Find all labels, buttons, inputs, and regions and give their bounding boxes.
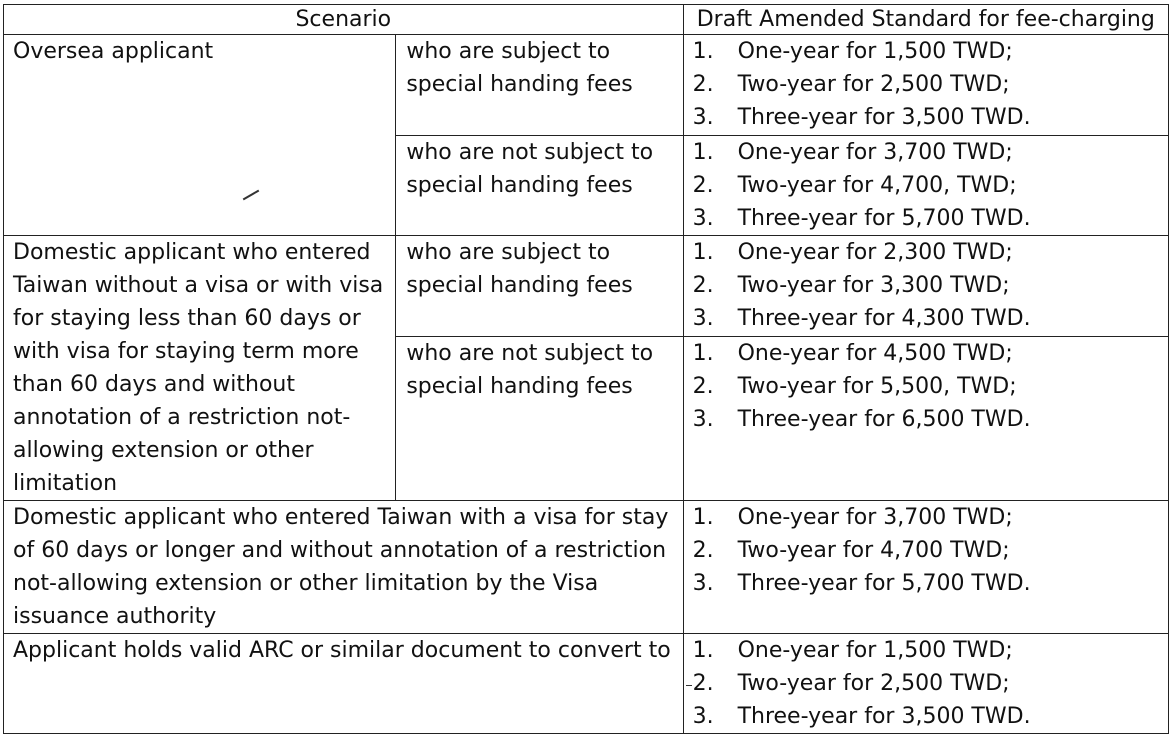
fee-text: Three-year for 5,700 TWD. [737,571,1031,596]
list-item [693,534,1168,567]
condition-text: who are not subject to special handing fees [406,341,654,400]
fee-table [3,4,1169,734]
fee-cell [683,136,1168,236]
fee-number: 3. [692,105,714,130]
fee-number: 2. [692,374,714,400]
fee-cell [683,337,1168,501]
fee-number: 3. [692,306,714,331]
scenario-cell [4,236,396,501]
condition-cell [396,35,683,136]
list-item [693,634,1168,667]
fee-number: 1. [692,341,714,367]
fee-cell [683,236,1168,337]
fee-text: Three-year for 4,300 TWD. [737,306,1031,331]
header-scenario: Scenario [4,5,684,35]
list-item [693,567,1168,600]
fee-text: One-year for 2,300 TWD; [737,240,1013,265]
scenario-text: Domestic applicant who entered Taiwan with a visa for stay of 60 days or longer and without annotation of a restriction not-allowing extension or other limitation by the Visa issuance authority [13,505,669,629]
fee-list [684,634,1168,733]
fee-text: Two-year for 4,700, TWD; [737,173,1017,198]
condition-text: who are subject to special handing fees [406,240,633,298]
fee-number: 1. [692,638,714,663]
fee-list [684,501,1168,600]
fee-number: 3. [692,206,714,231]
list-item [693,501,1168,534]
condition-cell [396,337,683,501]
fee-number: 2. [692,273,714,298]
fee-cell [683,35,1168,136]
list-item [693,35,1168,68]
condition-cell [396,236,683,337]
fee-text: Two-year for 2,500 TWD; [737,671,1010,696]
list-item [693,403,1168,436]
fee-cell [683,501,1168,634]
fee-number: 1. [692,39,714,64]
fee-text: Three-year for 5,700 TWD. [737,206,1031,231]
list-item [693,202,1168,235]
condition-cell [396,136,683,236]
fee-list [684,136,1168,235]
table-row [4,501,1169,634]
fee-number: 2. [692,538,714,563]
fee-number: 3. [692,704,714,729]
fee-cell [683,634,1168,734]
fee-number: 2. [692,671,714,696]
scenario-text: Domestic applicant who entered Taiwan without a visa or with visa for staying less than 60 days or with visa for staying term more than 60 days and without annotation of a restriction not-allowing extension or other limitation [13,240,384,496]
fee-text: Two-year for 4,700 TWD; [737,538,1010,563]
pen-tick [686,685,692,686]
scenario-cell [4,501,684,634]
table-row [4,35,1169,136]
fee-number: 3. [692,571,714,596]
fee-list [684,236,1168,335]
list-item [693,101,1168,134]
scenario-cell [4,634,684,734]
fee-text: Two-year for 3,300 TWD; [737,273,1010,298]
list-item [693,136,1168,169]
fee-text: Three-year for 3,500 TWD. [737,704,1031,729]
list-item [693,337,1168,370]
fee-number: 2. [692,173,714,198]
fee-text: Two-year for 5,500, TWD; [737,374,1017,400]
fee-text: Three-year for 3,500 TWD. [737,105,1031,130]
fee-text: One-year for 1,500 TWD; [737,39,1013,64]
list-item [693,700,1168,733]
fee-list [684,337,1168,436]
fee-list [684,35,1168,134]
list-item [693,269,1168,302]
fee-number: 1. [692,140,714,165]
list-item [693,370,1168,403]
table-row [4,634,1169,734]
list-item [693,68,1168,101]
condition-text: who are subject to special handing fees [406,39,633,97]
fee-text: One-year for 1,500 TWD; [737,638,1013,663]
fee-number: 1. [692,505,714,530]
fee-number: 3. [692,407,714,433]
header-standard: Draft Amended Standard for fee-charging [683,5,1168,35]
table-header-row [4,5,1169,35]
fee-text: Three-year for 6,500 TWD. [737,407,1031,433]
fee-number: 1. [692,240,714,265]
list-item [693,667,1168,700]
table-row [4,236,1169,337]
fee-text: One-year for 4,500 TWD; [737,341,1013,367]
fee-text: One-year for 3,700 TWD; [737,140,1013,165]
scenario-text: Applicant holds valid ARC or similar document to convert to [13,638,671,663]
scenario-cell [4,35,396,236]
fee-number: 2. [692,72,714,97]
condition-text: who are not subject to special handing fees [406,140,654,198]
scenario-text: Oversea applicant [13,39,214,64]
list-item [693,169,1168,202]
fee-text: Two-year for 2,500 TWD; [737,72,1010,97]
list-item [693,236,1168,269]
list-item [693,302,1168,335]
fee-text: One-year for 3,700 TWD; [737,505,1013,530]
